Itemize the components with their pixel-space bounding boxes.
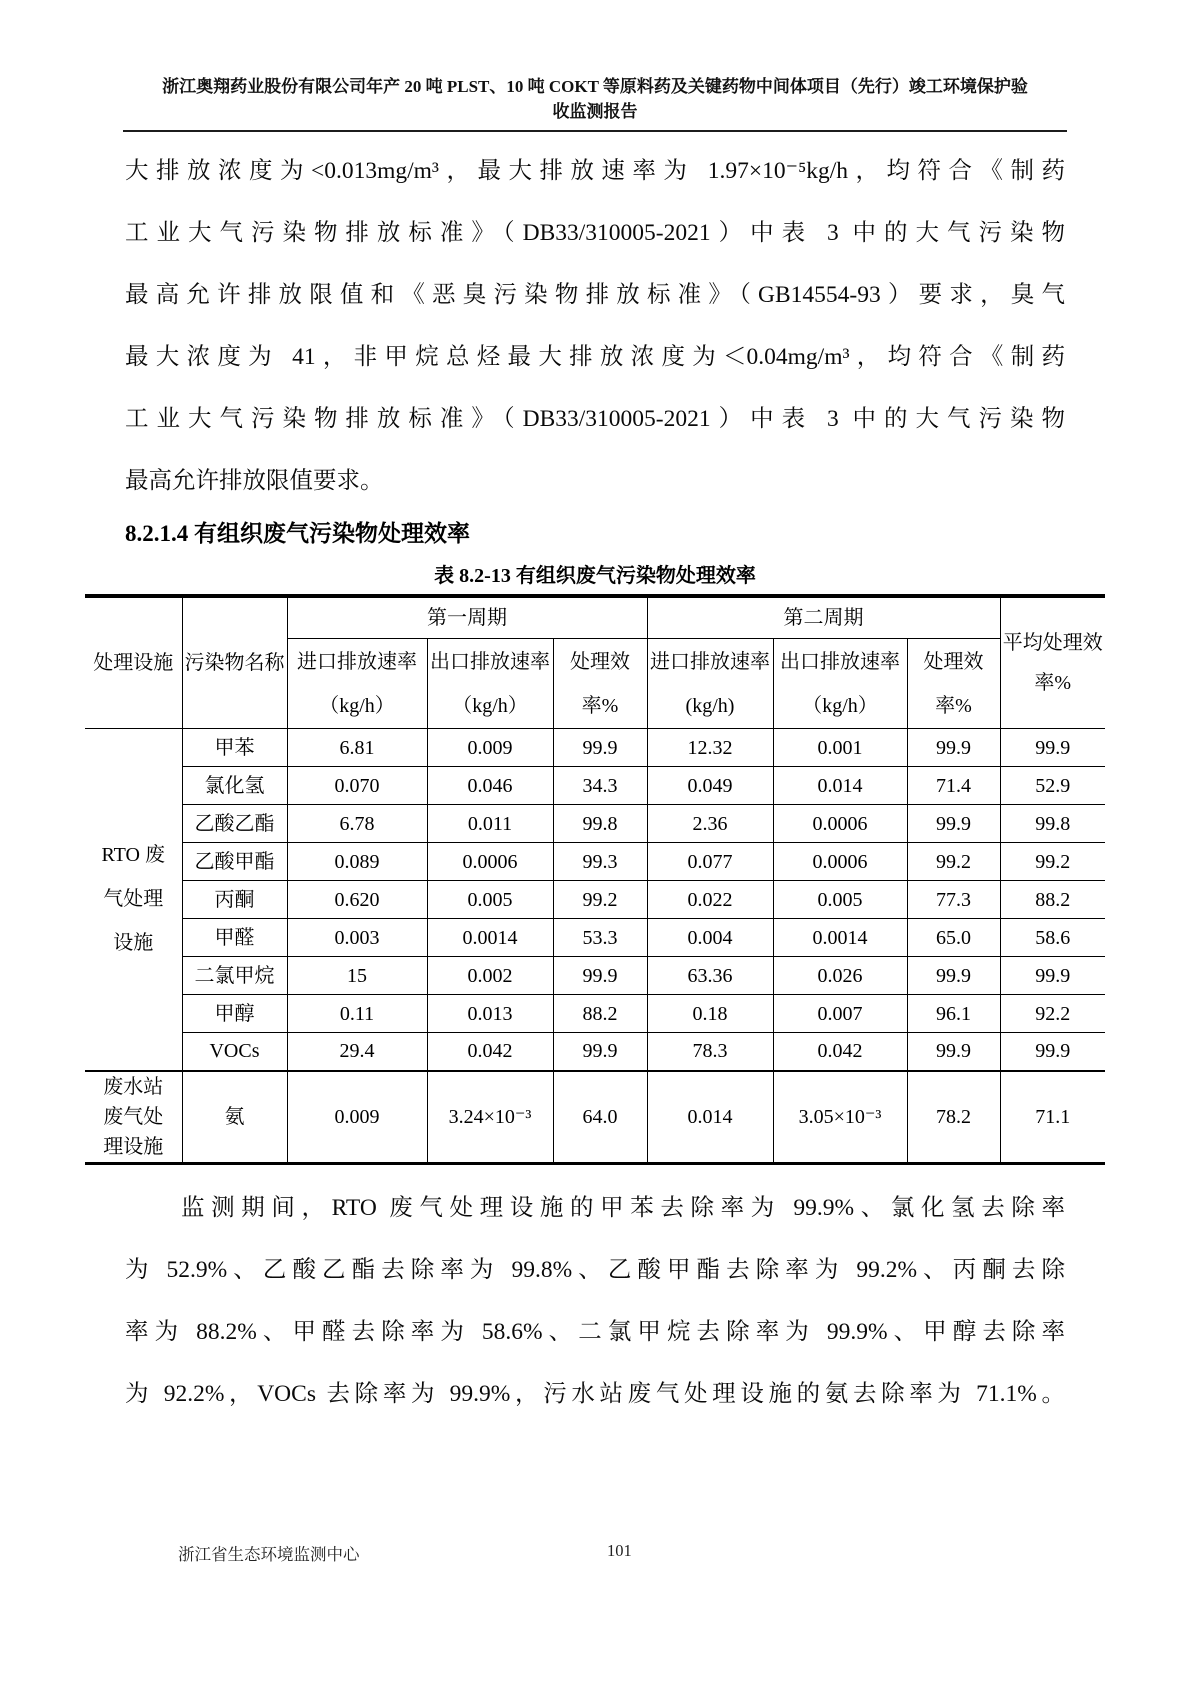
table-body: [85, 729, 1105, 1164]
value-cell: 29.4: [287, 1033, 427, 1071]
value-cell: 0.014: [647, 1071, 773, 1164]
pollutant-cell: 甲苯: [182, 729, 287, 767]
value-cell: 0.002: [427, 957, 553, 995]
table-row: [85, 1033, 1105, 1071]
value-cell: 6.78: [287, 805, 427, 843]
value-cell: 0.011: [427, 805, 553, 843]
value-cell: 15: [287, 957, 427, 995]
paragraph-line: 率为 88.2%、甲醛去除率为 58.6%、二氯甲烷去除率为 99.9%、甲醇去除率: [125, 1318, 1065, 1345]
paragraph-line: 最高允许排放限值和《恶臭污染物排放标准》（GB14554-93）要求，臭气: [125, 282, 1065, 308]
value-cell: 3.24×10⁻³: [427, 1071, 553, 1164]
value-cell: 0.009: [287, 1071, 427, 1164]
value-cell: 99.9: [1000, 729, 1105, 767]
value-cell: 78.2: [907, 1071, 1000, 1164]
value-cell: 53.3: [553, 919, 647, 957]
value-cell: 12.32: [647, 729, 773, 767]
table-header: [85, 596, 1105, 729]
header-divider: [123, 130, 1067, 132]
value-cell: 71.4: [907, 767, 1000, 805]
pollutant-cell: VOCs: [182, 1033, 287, 1071]
paragraph-line: 为 92.2%，VOCs 去除率为 99.9%，污水站废气处理设施的氨去除率为 71.1%。: [125, 1380, 1065, 1407]
header-facility: 处理设施: [85, 596, 182, 729]
page-number: 101: [607, 1541, 632, 1560]
header-inlet-rate-1: 进口排放速率（kg/h）: [287, 639, 427, 729]
value-cell: 0.077: [647, 843, 773, 881]
value-cell: 0.0006: [773, 805, 907, 843]
value-cell: 0.042: [773, 1033, 907, 1071]
value-cell: 99.2: [1000, 843, 1105, 881]
value-cell: 64.0: [553, 1071, 647, 1164]
value-cell: 99.3: [553, 843, 647, 881]
header-efficiency-1: 处理效率%: [553, 639, 647, 729]
treatment-efficiency-table: [85, 594, 1105, 1165]
value-cell: 52.9: [1000, 767, 1105, 805]
value-cell: 0.022: [647, 881, 773, 919]
value-cell: 99.9: [907, 957, 1000, 995]
header-average: 平均处理效率%: [1000, 596, 1105, 729]
value-cell: 88.2: [1000, 881, 1105, 919]
value-cell: 99.8: [1000, 805, 1105, 843]
paragraph-emission-standards: [125, 140, 1065, 512]
value-cell: 99.9: [907, 805, 1000, 843]
value-cell: 99.9: [553, 1033, 647, 1071]
header-outlet-rate-2: 出口排放速率（kg/h）: [773, 639, 907, 729]
table-row: [85, 1071, 1105, 1164]
value-cell: 92.2: [1000, 995, 1105, 1033]
value-cell: 0.005: [773, 881, 907, 919]
value-cell: 99.9: [1000, 1033, 1105, 1071]
pollutant-cell: 丙酮: [182, 881, 287, 919]
pollutant-cell: 甲醇: [182, 995, 287, 1033]
table-row: [85, 881, 1105, 919]
value-cell: 0.014: [773, 767, 907, 805]
value-cell: 65.0: [907, 919, 1000, 957]
value-cell: 99.2: [907, 843, 1000, 881]
page-header-line-2: 收监测报告: [552, 102, 638, 121]
facility-cell: 废水站废气处理设施: [85, 1071, 182, 1164]
table-row: [85, 843, 1105, 881]
table-row: [85, 995, 1105, 1033]
pollutant-cell: 乙酸乙酯: [182, 805, 287, 843]
table-row: [85, 919, 1105, 957]
value-cell: 0.005: [427, 881, 553, 919]
table-caption: 表 8.2-13 有组织废气污染物处理效率: [434, 565, 756, 587]
value-cell: 0.026: [773, 957, 907, 995]
paragraph-line: 工业大气污染物排放标准》（DB33/310005-2021）中表 3 中的大气污染物: [125, 406, 1065, 432]
value-cell: 63.36: [647, 957, 773, 995]
value-cell: 58.6: [1000, 919, 1105, 957]
value-cell: 77.3: [907, 881, 1000, 919]
value-cell: 99.8: [553, 805, 647, 843]
value-cell: 0.0014: [427, 919, 553, 957]
value-cell: 0.089: [287, 843, 427, 881]
value-cell: 0.004: [647, 919, 773, 957]
header-period-2: 第二周期: [647, 596, 1000, 639]
facility-cell: RTO 废气处理设施: [85, 729, 182, 1071]
table-header-row-1: [85, 596, 1105, 639]
value-cell: 88.2: [553, 995, 647, 1033]
value-cell: 99.9: [553, 729, 647, 767]
value-cell: 0.0014: [773, 919, 907, 957]
value-cell: 99.9: [907, 1033, 1000, 1071]
value-cell: 0.620: [287, 881, 427, 919]
value-cell: 99.9: [1000, 957, 1105, 995]
value-cell: 0.0006: [773, 843, 907, 881]
value-cell: 0.046: [427, 767, 553, 805]
paragraph-line: 最大浓度为 41，非甲烷总烃最大排放浓度为＜0.04mg/m³，均符合《制药: [125, 344, 1065, 370]
value-cell: 99.9: [907, 729, 1000, 767]
value-cell: 78.3: [647, 1033, 773, 1071]
value-cell: 3.05×10⁻³: [773, 1071, 907, 1164]
page-header-line-1: 浙江奥翔药业股份有限公司年产 20 吨 PLST、10 吨 COKT 等原料药及关键药物中间体项目（先行）竣工环境保护验: [162, 77, 1028, 96]
table-row: [85, 767, 1105, 805]
value-cell: 0.007: [773, 995, 907, 1033]
value-cell: 0.0006: [427, 843, 553, 881]
value-cell: 0.049: [647, 767, 773, 805]
value-cell: 0.18: [647, 995, 773, 1033]
paragraph-line: 为 52.9%、乙酸乙酯去除率为 99.8%、乙酸甲酯去除率为 99.2%、丙酮去除: [125, 1256, 1065, 1283]
value-cell: 0.009: [427, 729, 553, 767]
footer-organization: 浙江省生态环境监测中心: [178, 1545, 360, 1564]
value-cell: 34.3: [553, 767, 647, 805]
pollutant-cell: 甲醛: [182, 919, 287, 957]
header-inlet-rate-2: 进口排放速率(kg/h): [647, 639, 773, 729]
paragraph-line: 监测期间，RTO 废气处理设施的甲苯去除率为 99.9%、氯化氢去除率: [181, 1194, 1065, 1221]
header-outlet-rate-1: 出口排放速率（kg/h）: [427, 639, 553, 729]
pollutant-cell: 乙酸甲酯: [182, 843, 287, 881]
value-cell: 0.003: [287, 919, 427, 957]
paragraph-line: 最高允许排放限值要求。: [125, 468, 384, 494]
pollutant-cell: 氯化氢: [182, 767, 287, 805]
value-cell: 6.81: [287, 729, 427, 767]
paragraph-line: 工业大气污染物排放标准》（DB33/310005-2021）中表 3 中的大气污染物: [125, 220, 1065, 246]
table-row: [85, 729, 1105, 767]
value-cell: 99.9: [553, 957, 647, 995]
value-cell: 0.11: [287, 995, 427, 1033]
value-cell: 0.001: [773, 729, 907, 767]
table-row: [85, 805, 1105, 843]
page-header: [122, 0, 1068, 124]
value-cell: 71.1: [1000, 1071, 1105, 1164]
value-cell: 96.1: [907, 995, 1000, 1033]
header-pollutant: 污染物名称: [182, 596, 287, 729]
section-heading: 8.2.1.4 有组织废气污染物处理效率: [125, 521, 470, 546]
value-cell: 2.36: [647, 805, 773, 843]
paragraph-line: 大排放浓度为<0.013mg/m³，最大排放速率为 1.97×10⁻⁵kg/h，均符合《制药: [125, 158, 1065, 184]
header-period-1: 第一周期: [287, 596, 647, 639]
value-cell: 99.2: [553, 881, 647, 919]
table-row: [85, 957, 1105, 995]
value-cell: 0.013: [427, 995, 553, 1033]
pollutant-cell: 二氯甲烷: [182, 957, 287, 995]
header-efficiency-2: 处理效率%: [907, 639, 1000, 729]
value-cell: 0.042: [427, 1033, 553, 1071]
value-cell: 0.070: [287, 767, 427, 805]
paragraph-removal-rates: [125, 1177, 1065, 1425]
pollutant-cell: 氨: [182, 1071, 287, 1164]
